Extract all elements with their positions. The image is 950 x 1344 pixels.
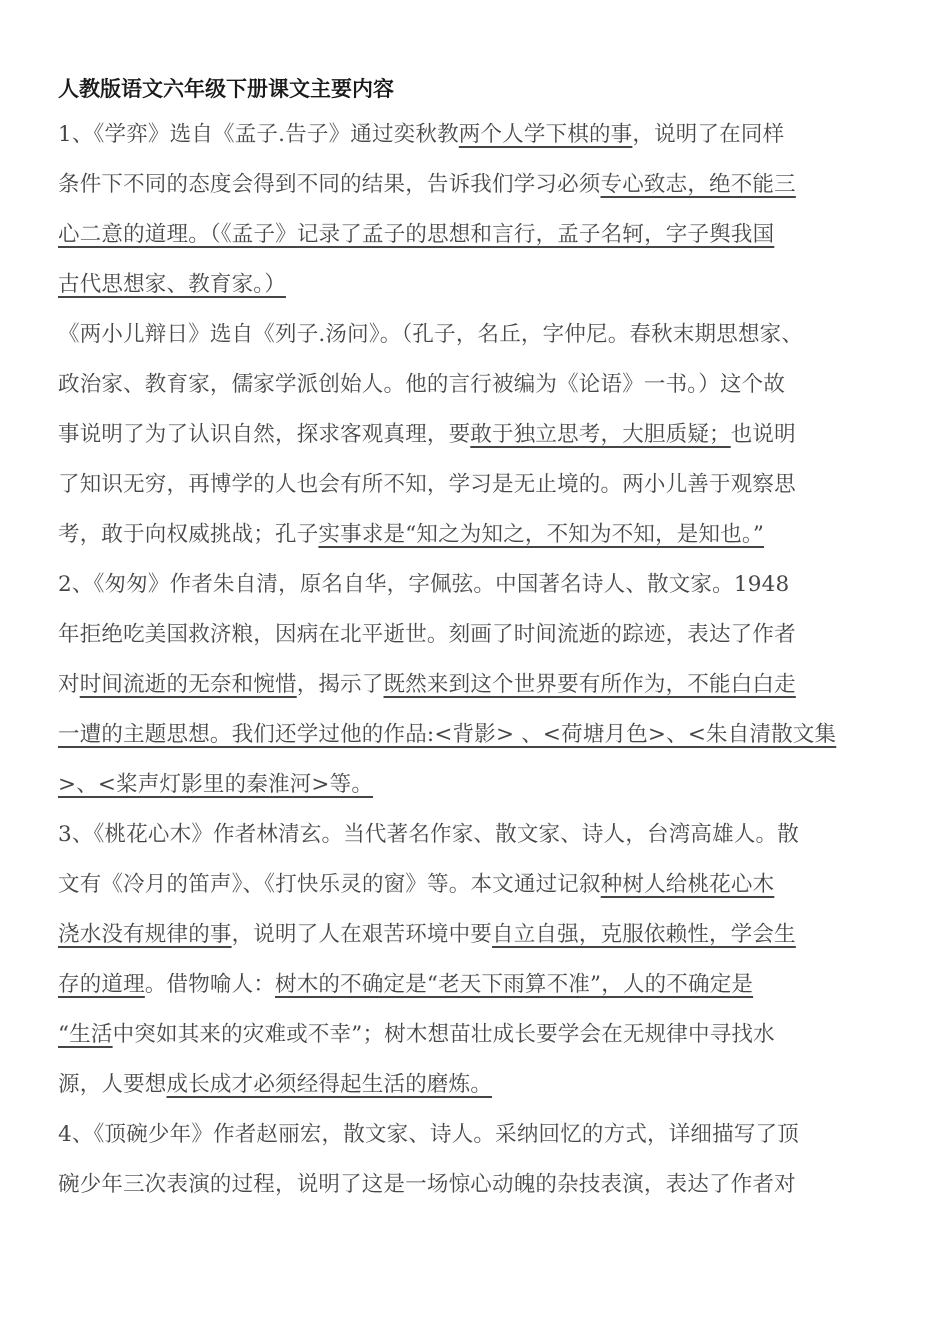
text-line: [58, 818, 799, 852]
text-segment: 也说明: [730, 422, 796, 447]
text-line: [58, 668, 796, 702]
underlined-text: 两个人学下棋的事: [458, 122, 633, 147]
underlined-text: >、<桨声灯影里的秦淮河>等。: [58, 772, 374, 797]
underlined-text: 自立自强，克服依赖性，学会生: [492, 922, 796, 947]
text-segment: 对: [58, 672, 80, 697]
underlined-text: 种树人给桃花心木: [600, 872, 775, 897]
underlined-text: 存的道理: [58, 972, 145, 997]
text-line: [58, 1018, 775, 1052]
text-segment: 条件下不同的态度会得到不同的结果，告诉我们学习必须: [58, 172, 601, 197]
text-line: [58, 368, 785, 402]
text-segment: 碗少年三次表演的过程，说明了这是一场惊心动魄的杂技表演，表达了作者对: [58, 1172, 796, 1197]
text-segment: 。借物喻人：: [144, 972, 276, 997]
text-line: [58, 618, 796, 652]
text-segment: 考，敢于向权威挑战；孔子: [58, 522, 319, 547]
text-line: [58, 1168, 796, 1202]
text-line: [58, 218, 774, 252]
text-segment: 源，人要想: [58, 1072, 167, 1097]
text-line: [58, 868, 774, 902]
text-segment: 了知识无穷，再博学的人也会有所不知，学习是无止境的。两小儿善于观察思: [58, 472, 796, 497]
text-line: [58, 268, 286, 302]
text-segment: 《两小儿辩日》选自《列子.汤问》。（孔子，名丘，字仲尼。春秋末期思想家、: [58, 322, 804, 347]
underlined-text: 心二意的道理。（《孟子》记录了孟子的思想和言行，孟子名轲，字子舆我国: [58, 222, 775, 247]
text-line: [58, 518, 764, 552]
text-segment: 中突如其来的灾难或不幸”；树木想苗壮成长要学会在无规律中寻找水: [112, 1022, 775, 1047]
text-line: [58, 168, 796, 202]
text-line: [58, 118, 784, 152]
text-segment: 4、《顶碗少年》作者赵丽宏，散文家、诗人。采纳回忆的方式，详细描写了顶: [58, 1122, 799, 1147]
text-segment: ，说明了在同样: [632, 122, 785, 147]
underlined-text: 树木的不确定是“老天下雨算不准”，人的不确定是: [275, 972, 754, 997]
text-line: [58, 968, 753, 1002]
underlined-text: “生活: [58, 1022, 113, 1047]
text-segment: 事说明了为了认识自然，探求客观真理，要: [58, 422, 471, 447]
text-segment: 年拒绝吃美国救济粮，因病在北平逝世。刻画了时间流逝的踪迹，表达了作者: [58, 622, 796, 647]
underlined-text: 一遭的主题思想。我们还学过他的作品:<背影> 、<荷塘月色>、<朱自清散文集: [58, 722, 837, 747]
text-segment: 政治家、教育家，儒家学派创始人。他的言行被编为《论语》一书。）这个故: [58, 372, 786, 397]
text-line: [58, 918, 796, 952]
text-line: [58, 468, 796, 502]
underlined-text: 敢于独立思考，大胆质疑；: [470, 422, 731, 447]
underlined-text: 专心致志，绝不能三: [600, 172, 796, 197]
text-segment: 2、《匆匆》作者朱自清，原名自华，字佩弦。中国著名诗人、散文家。1948: [58, 572, 790, 597]
text-segment: 文有《冷月的笛声》、《打快乐灵的窗》等。本文通过记叙: [58, 872, 601, 897]
document-title: 人教版语文六年级下册课文主要内容: [58, 76, 394, 101]
text-line: [58, 318, 803, 352]
underlined-text: 成长成才必须经得起生活的磨炼。: [166, 1072, 493, 1097]
text-segment: 3、《桃花心木》作者林清玄。当代著名作家、散文家、诗人，台湾高雄人。散: [58, 822, 799, 847]
text-line: [58, 568, 789, 602]
underlined-text: 实事求是“知之为知之，不知为不知，是知也。”: [318, 522, 765, 547]
text-line: [58, 768, 373, 802]
text-segment: 1、《学弈》选自《孟子.告子》通过奕秋教: [58, 122, 459, 147]
text-segment: ，揭示了: [296, 672, 384, 697]
text-line: [58, 1068, 492, 1102]
text-line: [58, 718, 836, 752]
underlined-text: 既然来到这个世界要有所作为，不能白白走: [383, 672, 796, 697]
text-line: [58, 418, 796, 452]
underlined-text: 浇水没有规律的事: [58, 922, 232, 947]
underlined-text: 古代思想家、教育家。）: [58, 272, 286, 297]
underlined-text: 时间流逝的无奈和惋惜: [79, 672, 297, 697]
text-line: [58, 1118, 799, 1152]
text-segment: ，说明了人在艰苦环境中要: [231, 922, 493, 947]
